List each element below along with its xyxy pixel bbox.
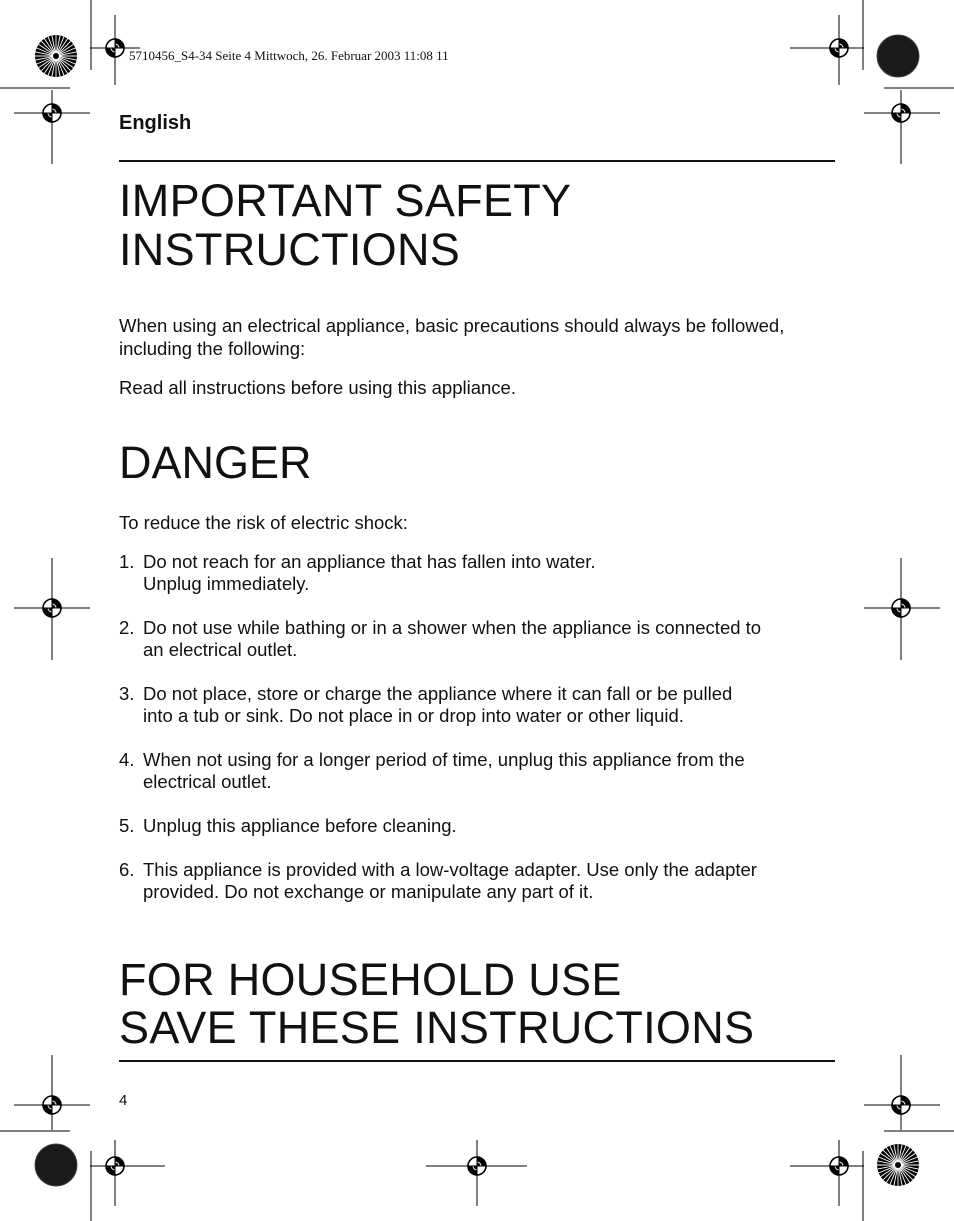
language-label: English bbox=[119, 112, 192, 134]
item-text-line: When not using for a longer period of time, unplug this appliance from the bbox=[143, 749, 745, 770]
title-line: INSTRUCTIONS bbox=[119, 224, 461, 275]
list-item bbox=[119, 859, 829, 903]
item-number: 6. bbox=[119, 859, 135, 880]
safety-list bbox=[119, 551, 829, 925]
page-number: 4 bbox=[119, 1092, 128, 1109]
item-text-line: electrical outlet. bbox=[143, 771, 272, 792]
item-text-line: provided. Do not exchange or manipulate any part of it. bbox=[143, 881, 594, 902]
item-text-line: Unplug this appliance before cleaning. bbox=[143, 815, 457, 836]
list-item bbox=[119, 749, 829, 793]
item-text-line: Do not reach for an appliance that has fallen into water. bbox=[143, 551, 596, 572]
item-text-line: an electrical outlet. bbox=[143, 639, 298, 660]
list-item bbox=[119, 815, 829, 837]
item-text-line: This appliance is provided with a low-voltage adapter. Use only the adapter bbox=[143, 859, 757, 880]
list-item bbox=[119, 551, 829, 595]
footer-title-line: SAVE THESE INSTRUCTIONS bbox=[119, 1002, 755, 1053]
title-line: IMPORTANT SAFETY bbox=[119, 175, 572, 226]
household-use-heading bbox=[119, 956, 754, 1052]
list-item bbox=[119, 683, 829, 727]
footer-rule bbox=[119, 1060, 835, 1062]
print-slug-line: 5710456_S4-34 Seite 4 Mittwoch, 26. Februar 2003 11:08 11 bbox=[129, 48, 449, 63]
page-title bbox=[119, 176, 571, 274]
item-number: 1. bbox=[119, 551, 135, 572]
intro-paragraph: When using an electrical appliance, basic precautions should always be followed, including the following: bbox=[119, 315, 785, 359]
item-number: 4. bbox=[119, 749, 135, 770]
item-number: 2. bbox=[119, 617, 135, 638]
item-text-line: into a tub or sink. Do not place in or drop into water or other liquid. bbox=[143, 705, 684, 726]
item-number: 5. bbox=[119, 815, 135, 836]
danger-heading: DANGER bbox=[119, 437, 312, 488]
footer-title-line: FOR HOUSEHOLD USE bbox=[119, 954, 622, 1005]
header-rule bbox=[119, 160, 835, 162]
item-text-line: Do not use while bathing or in a shower when the appliance is connected to bbox=[143, 617, 762, 638]
list-item bbox=[119, 617, 829, 661]
reduce-risk-intro: To reduce the risk of electric shock: bbox=[119, 512, 408, 533]
read-instructions-note: Read all instructions before using this appliance. bbox=[119, 377, 516, 398]
item-text-line: Unplug immediately. bbox=[143, 573, 310, 594]
item-text-line: Do not place, store or charge the appliance where it can fall or be pulled bbox=[143, 683, 733, 704]
item-number: 3. bbox=[119, 683, 135, 704]
